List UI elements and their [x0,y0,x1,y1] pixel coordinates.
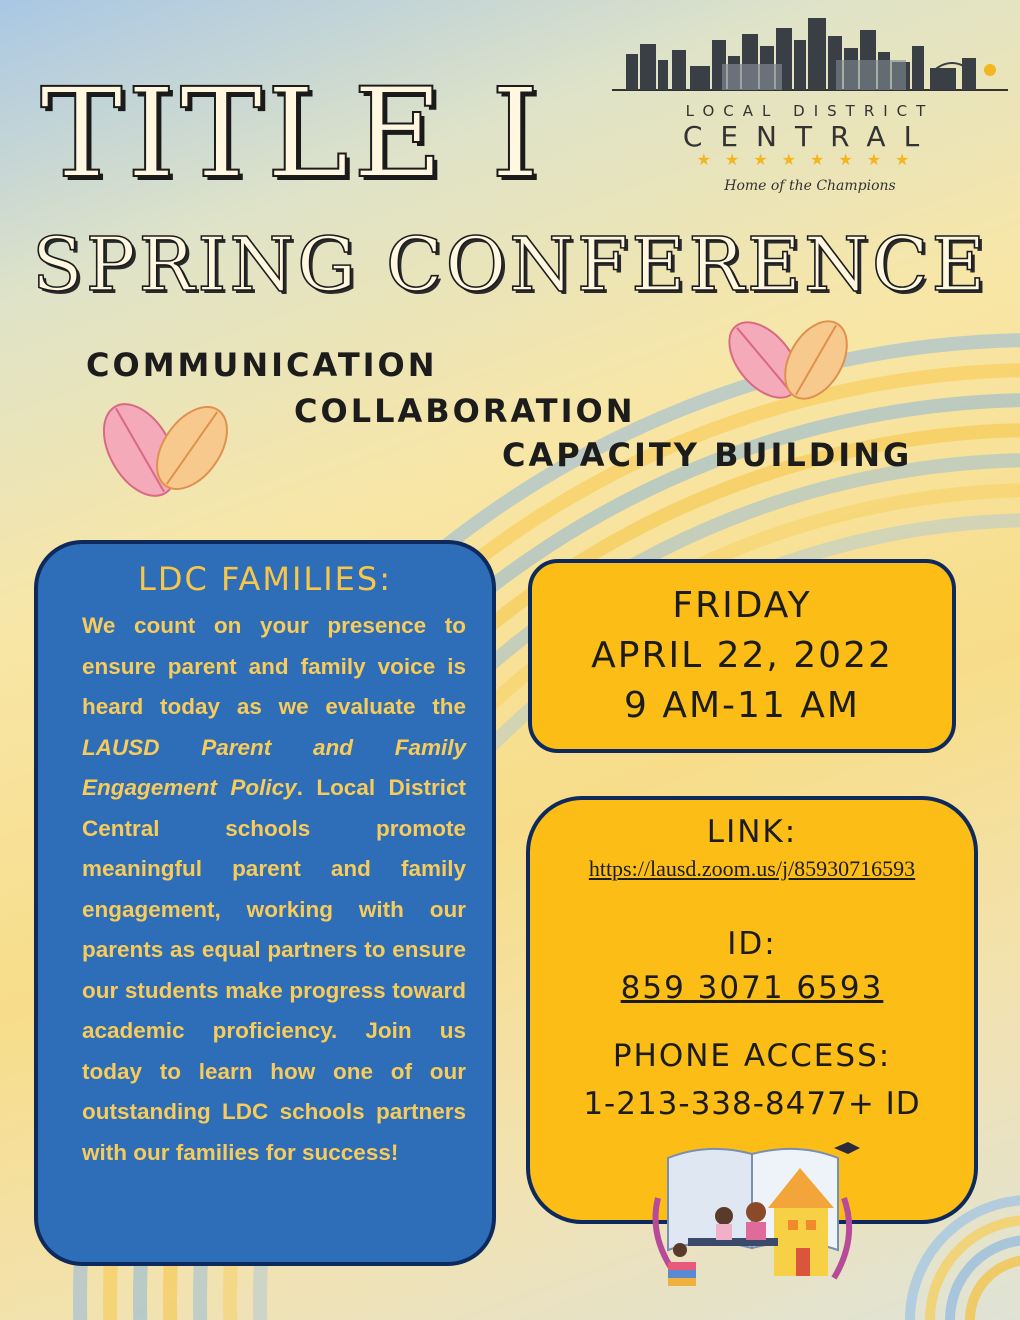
theme-capacity-building: CAPACITY BUILDING [502,436,913,474]
page-title: TITLE I [40,62,544,206]
theme-communication: COMMUNICATION [86,346,438,384]
families-text-start: We count on your presence to ensure parent and family voice is heard today as we evaluate the [82,613,466,719]
link-label: LINK: [706,814,798,850]
leaves-left-icon [100,390,240,506]
event-day: FRIDAY [672,585,812,626]
logo-stars: ★★★★★★★★ [696,150,924,169]
meeting-id: 859 3071 6593 [620,970,884,1006]
id-label: ID: [727,926,777,962]
page-subtitle: SPRING CONFERENCE [32,222,989,308]
city-skyline-icon [612,10,1008,102]
families-message-box [34,540,496,1266]
leaves-right-icon [724,312,856,408]
family-learning-illustration-icon [648,1138,860,1290]
families-title: LDC FAMILIES: [138,560,392,598]
district-logo [612,10,1008,206]
zoom-link[interactable]: https://lausd.zoom.us/j/85930716593 [588,856,916,881]
event-time: 9 AM-11 AM [624,685,860,726]
phone-number[interactable]: 1-213-338-8477+ ID [583,1086,921,1122]
event-date: APRIL 22, 2022 [591,635,893,676]
policy-name: LAUSD Parent and Family Engagement Policy [82,734,466,800]
logo-line-1: LOCAL DISTRICT [685,102,935,120]
event-date-box [528,559,956,753]
logo-tagline: Home of the Champions [724,178,896,194]
families-message [82,606,466,1173]
phone-label: PHONE ACCESS: [612,1038,892,1074]
theme-collaboration: COLLABORATION [294,392,636,430]
logo-line-2: CENTRAL [682,120,938,153]
families-text-end: . Local District Central schools promote meaningful parent and family engagement, working with our parents as equal partners to ensure our students make progress toward academic proficiency. Join us today to learn how one of our outstanding LDC schools partners with our families for success! [82,775,466,1165]
